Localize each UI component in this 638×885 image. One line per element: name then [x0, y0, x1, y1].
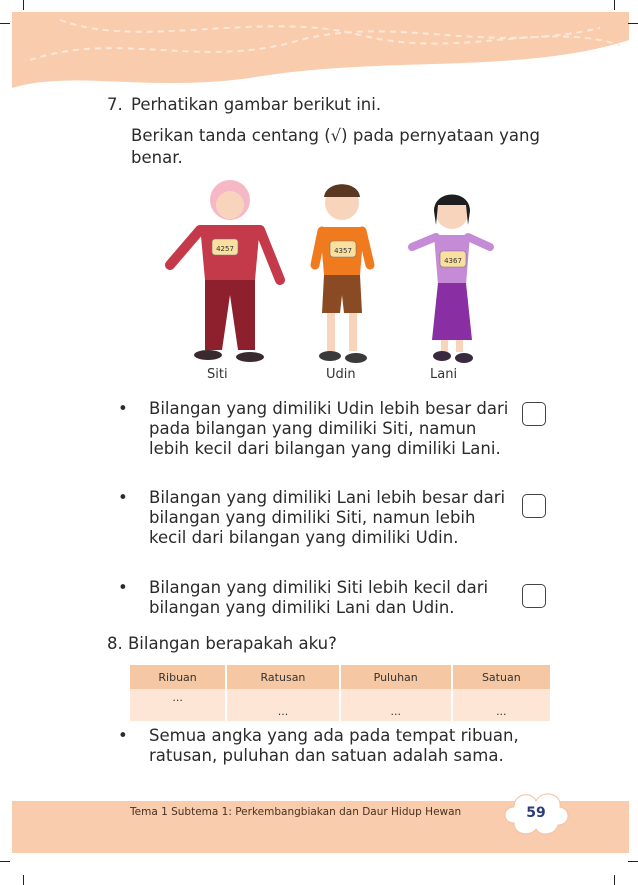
question-number: 7. [107, 95, 123, 114]
column-header: Ratusan [226, 665, 340, 689]
udin-number: 4357 [334, 247, 352, 255]
crop-mark [614, 0, 615, 10]
table-cell: ... [452, 689, 551, 721]
crop-mark [0, 861, 10, 862]
crop-mark [0, 23, 10, 24]
header-decoration [0, 0, 638, 95]
question-instruction: Berikan tanda centang (√) pada pernyataan yang benar. [131, 126, 540, 167]
table-cell: ... [340, 689, 452, 721]
table-row [130, 689, 551, 721]
crop-mark [614, 875, 615, 885]
column-header: Ribuan [130, 665, 226, 689]
place-value-table [130, 665, 552, 721]
label-udin: Udin [326, 367, 356, 382]
footer-title: Tema 1 Subtema 1: Perkembangbiakan dan Daur Hidup Hewan [130, 806, 462, 818]
column-header: Satuan [452, 665, 551, 689]
question-8-heading: 8. Bilangan berapakah aku? [107, 634, 337, 653]
checkbox[interactable] [522, 584, 546, 608]
figure-siti [170, 180, 280, 362]
table-cell: ... [130, 689, 226, 721]
question-title: Perhatikan gambar berikut ini. [131, 95, 382, 114]
statement-text: Bilangan yang dimiliki Siti lebih kecil dari bilangan yang dimiliki Lani dan Udin. [149, 578, 489, 617]
siti-number: 4257 [216, 245, 234, 253]
bullet-icon: • [118, 726, 128, 745]
lani-number: 4367 [444, 257, 462, 265]
label-lani: Lani [430, 367, 458, 382]
checkbox[interactable] [522, 402, 546, 426]
crop-mark [23, 875, 24, 885]
crop-mark [23, 0, 24, 10]
page-number: 59 [526, 805, 546, 821]
table-cell: ... [226, 689, 340, 721]
crop-mark [628, 23, 638, 24]
statement-text: Semua angka yang ada pada tempat ribuan, ratusan, puluhan dan satuan adalah sama. [149, 726, 519, 765]
checkbox[interactable] [522, 494, 546, 518]
figure-lani [412, 195, 490, 364]
table-header-row [130, 665, 551, 689]
statement-text: Bilangan yang dimiliki Udin lebih besar dari pada bilangan yang dimiliki Siti, namun lebih kecil dari bilangan yang dimiliki Lani. [149, 399, 509, 458]
statement-text: Bilangan yang dimiliki Lani lebih besar dari bilangan yang dimiliki Siti, namun lebih kecil dari bilangan yang dimiliki Udin. [149, 488, 506, 547]
children-illustration [150, 175, 510, 375]
column-header: Puluhan [340, 665, 452, 689]
bullet-icon: • [118, 399, 128, 418]
crop-mark [628, 861, 638, 862]
bullet-icon: • [118, 488, 128, 507]
label-siti: Siti [207, 367, 228, 382]
figure-udin [315, 184, 370, 363]
bullet-icon: • [118, 578, 128, 597]
